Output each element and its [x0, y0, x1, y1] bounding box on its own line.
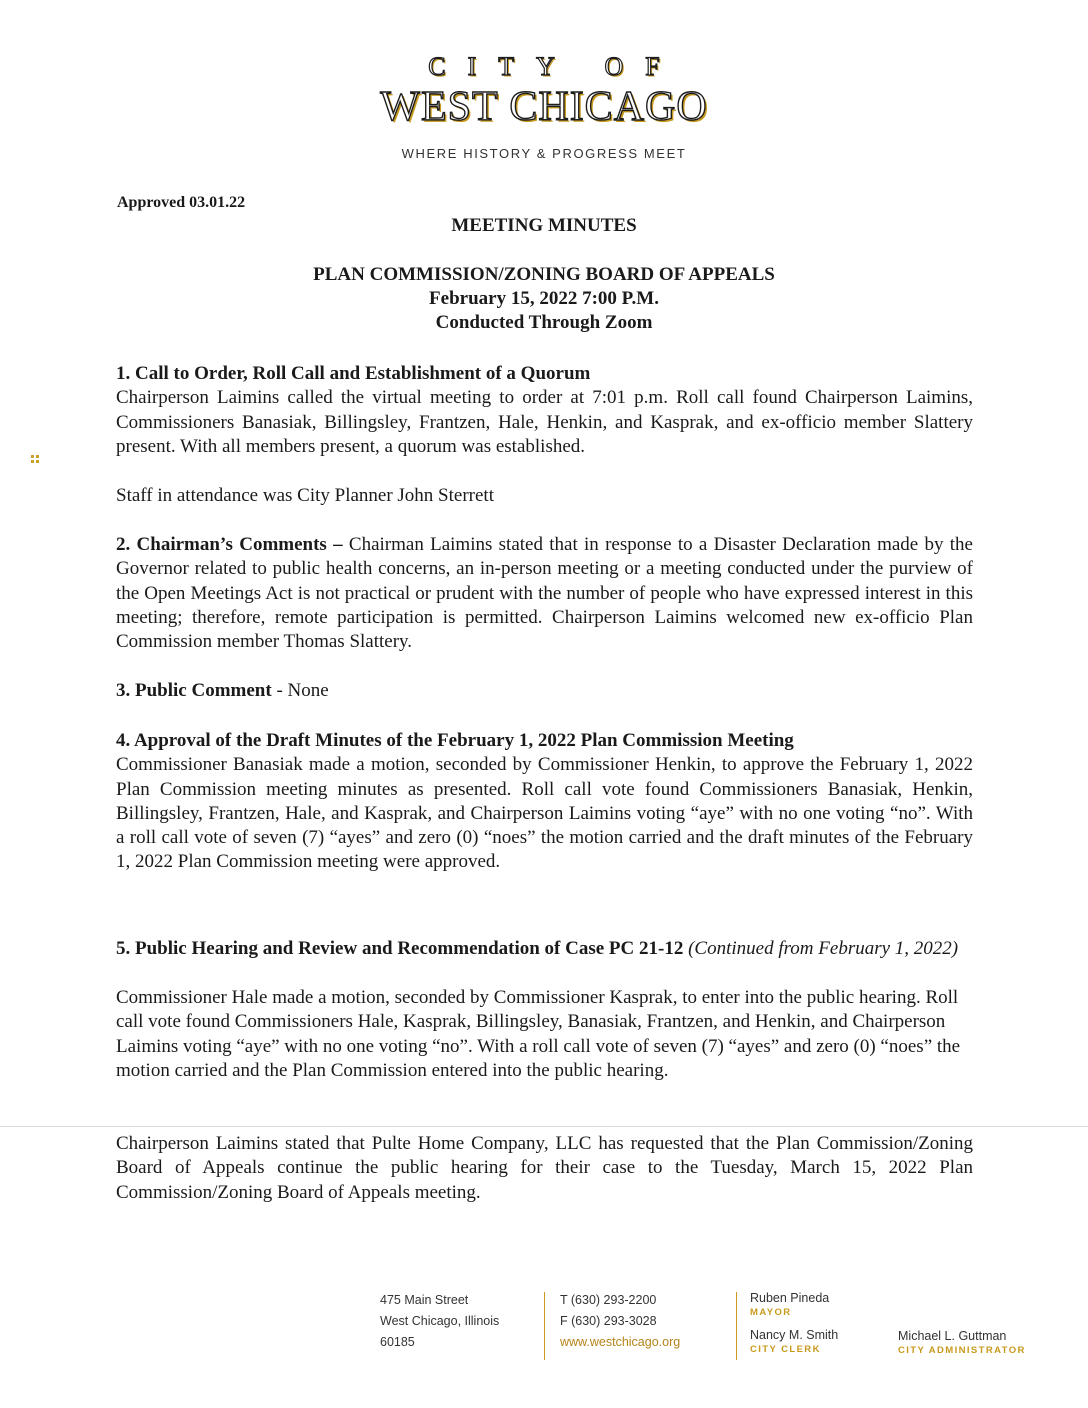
section-2-heading: 2. Chairman’s Comments – — [116, 534, 343, 555]
section-5 — [116, 937, 973, 961]
footer-address-line-2: West Chicago, Illinois — [380, 1314, 500, 1328]
section-1-text: Chairperson Laimins called the virtual meeting to order at 7:01 p.m. Roll call found Chairperson Laimins, Commissioners Banasiak, Billingsley, Frantzen, Hale, Henkin, and Kasprak, and ex-officio member Slattery present. With all members present, a quorum was established. — [116, 387, 973, 457]
footer-administrator — [898, 1328, 1026, 1365]
section-4 — [116, 729, 973, 875]
footer-website-link[interactable]: www.westchicago.org — [560, 1335, 681, 1349]
footer-officials — [750, 1290, 838, 1364]
approved-date: Approved 03.01.22 — [117, 194, 246, 211]
section-3-heading: 3. Public Comment — [116, 680, 272, 701]
footer-address-line-1: 475 Main Street — [380, 1293, 469, 1307]
clerk-role: CITY CLERK — [750, 1344, 821, 1355]
section-5-heading-note: (Continued from February 1, 2022) — [688, 938, 959, 959]
footer-address-line-3: 60185 — [380, 1335, 415, 1349]
footer-contact — [560, 1290, 680, 1353]
subtitle-line-1: PLAN COMMISSION/ZONING BOARD OF APPEALS — [313, 264, 775, 285]
section-4-heading: 4. Approval of the Draft Minutes of the February 1, 2022 Plan Commission Meeting — [116, 730, 794, 751]
section-4-text: Commissioner Banasiak made a motion, seconded by Commissioner Henkin, to approve the February 1, 2022 Plan Commission meeting minutes as presented. Roll call vote found Commissioners Banasiak, Henkin, Billingsley, Frantzen, Hale, and Kasprak, and Chairperson Laimins voting “aye” with no one voting “no”. With a roll call vote of seven (7) “ayes” and zero (0) “noes” the motion carried and the draft minutes of the February 1, 2022 Plan Commission meeting were approved. — [116, 754, 973, 873]
administrator-role: CITY ADMINISTRATOR — [898, 1345, 1026, 1356]
section-5-text: Commissioner Hale made a motion, seconded by Commissioner Kasprak, to enter into the public hearing. Roll call vote found Commissioners Hale, Kasprak, Billingsley, Banasiak, Frantzen, and Henkin, and Chairperson Laimins voting “aye” with no one voting “no”. With a roll call vote of seven (7) “ayes” and zero (0) “noes” the motion carried and the Plan Commission entered into the public hearing. — [116, 987, 961, 1081]
section-3 — [116, 679, 973, 703]
document-title: MEETING MINUTES — [451, 215, 637, 236]
mayor-role: MAYOR — [750, 1307, 792, 1318]
mayor-name: Ruben Pineda — [750, 1291, 830, 1305]
section-2 — [116, 533, 973, 654]
footer-fax: F (630) 293-3028 — [560, 1314, 657, 1328]
letterhead — [0, 52, 1088, 161]
administrator-name: Michael L. Guttman — [898, 1329, 1007, 1343]
footer-divider-1 — [544, 1292, 545, 1360]
footer-divider-2 — [736, 1292, 737, 1360]
subtitle-line-3: Conducted Through Zoom — [435, 312, 653, 333]
footer-phone: T (630) 293-2200 — [560, 1293, 657, 1307]
scan-mark-icon — [31, 455, 39, 463]
letterhead-tagline: WHERE HISTORY & PROGRESS MEET — [401, 146, 687, 161]
section-5-text-2: Chairperson Laimins stated that Pulte Home Company, LLC has requested that the Plan Commission/Zoning Board of Appeals continue the public hearing for their case to the Tuesday, March 15, 2022 Plan Commission/Zoning Board of Appeals meeting. — [116, 1133, 973, 1203]
letterhead-city-of: CITY OF — [428, 52, 682, 81]
section-3-text: - None — [271, 680, 329, 701]
clerk-name: Nancy M. Smith — [750, 1328, 839, 1342]
scan-divider — [0, 1126, 1088, 1127]
section-5-heading: 5. Public Hearing and Review and Recommendation of Case PC 21-12 — [116, 938, 684, 959]
section-1-heading: 1. Call to Order, Roll Call and Establishment of a Quorum — [116, 363, 591, 384]
section-1 — [116, 362, 973, 459]
document-subtitle — [0, 263, 1088, 335]
section-2-text: Chairman Laimins stated that in response to a Disaster Declaration made by the Governor related to public health concerns, an in-person meeting or a meeting conducted under the purview of the Open Meetings Act is not practical or prudent with the number of people who have expressed interest in this meeting; therefore, remote participation is permitted. Chairperson Laimins welcomed new ex-officio Plan Commission member Thomas Slattery. — [116, 534, 973, 653]
footer-address — [380, 1290, 499, 1353]
subtitle-line-2: February 15, 2022 7:00 P.M. — [429, 288, 659, 309]
letterhead-city-name: WEST CHICAGO — [380, 84, 708, 130]
section-1-staff: Staff in attendance was City Planner John Sterrett — [116, 485, 494, 506]
